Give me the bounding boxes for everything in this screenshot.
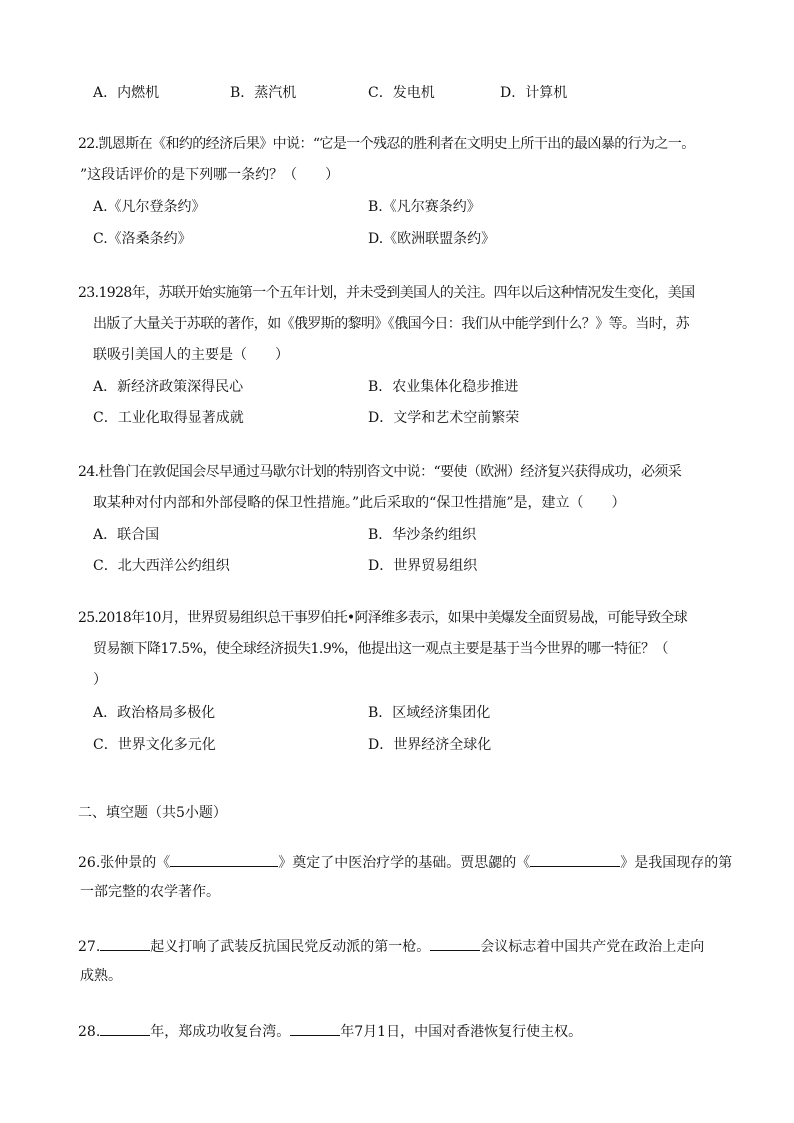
q21-option-d: D．计算机 (500, 85, 568, 101)
q24-stem-line1: 24.杜鲁门在敦促国会尽早通过马歇尔计划的特别咨文中说：“要使（欧洲）经济复兴获得成功，必须采 (78, 464, 682, 480)
q25-stem-line3: ） (93, 672, 107, 688)
q25-option-c: C．世界文化多元化 (93, 737, 216, 753)
q28-text-3: 年7月1日，中国对香港恢复行使主权。 (340, 1024, 583, 1040)
q23-option-d: D．文学和艺术空前繁荣 (368, 410, 520, 426)
q27-stem-line2: 成熟。 (80, 968, 122, 984)
q25-stem-line1: 25.2018年10月，世界贸易组织总干事罗伯托•阿泽维多表示，如果中美爆发全面贸易战，可能导致全球 (78, 610, 687, 626)
q26-text-3: 》是我国现存的第 (620, 855, 733, 871)
q22-option-c: C.《洛桑条约》 (93, 231, 192, 247)
q23-stem-line2: 出版了大量关于苏联的著作，如《俄罗斯的黎明》《俄国今日：我们从中能学到什么？》等。当时，苏 (93, 316, 689, 332)
q22-option-a: A.《凡尔登条约》 (93, 199, 206, 215)
q23-stem-line1: 23.1928年，苏联开始实施第一个五年计划，并未受到美国人的关注。四年以后这种情况发生变化，美国 (78, 285, 695, 301)
q27-blank-2[interactable] (430, 935, 480, 951)
q27-blank-1[interactable] (100, 935, 150, 951)
q23-option-b: B．农业集体化稳步推进 (368, 379, 519, 395)
q28-blank-1[interactable] (100, 1020, 150, 1036)
q24-option-d: D．世界贸易组织 (368, 558, 478, 574)
q28-text-1: 28. (78, 1024, 101, 1040)
q24-option-b: B．华沙条约组织 (368, 527, 477, 543)
q25-option-b: B．区域经济集团化 (368, 705, 491, 721)
q28-blank-2[interactable] (290, 1020, 340, 1036)
q28-text-2: 年，郑成功收复台湾。 (150, 1024, 291, 1040)
q26-text-1: 26.张仲景的《 (78, 855, 171, 871)
q21-option-a: A．内燃机 (93, 85, 160, 101)
q23-stem-line3: 联吸引美国人的主要是（ ） (93, 347, 289, 363)
q22-option-b: B.《凡尔赛条约》 (368, 199, 481, 215)
q26-stem-line2: 一部完整的农学著作。 (80, 884, 220, 900)
q23-option-a: A．新经济政策深得民心 (93, 379, 244, 395)
q25-option-a: A．政治格局多极化 (93, 705, 216, 721)
q21-option-b: B．蒸汽机 (230, 85, 297, 101)
q21-option-c: C．发电机 (368, 85, 435, 101)
q26-text-2: 》奠定了中医治疗学的基础。贾思勰的《 (278, 855, 531, 871)
q27-text-3: 会议标志着中国共产党在政治上走向 (480, 939, 705, 955)
q24-stem-line2: 取某种对付内部和外部侵略的保卫性措施。”此后采取的“保卫性措施”是，建立（ ） (93, 495, 626, 511)
q25-option-d: D．世界经济全球化 (368, 737, 492, 753)
q22-option-d: D.《欧洲联盟条约》 (368, 231, 496, 247)
q22-stem-line2: ”这段话评价的是下列哪一条约？（ ） (80, 167, 340, 183)
q24-option-a: A．联合国 (93, 527, 160, 543)
q24-option-c: C．北大西洋公约组织 (93, 558, 230, 574)
q23-option-c: C．工业化取得显著成就 (93, 410, 244, 426)
q27-text-1: 27. (78, 939, 101, 955)
q26-stem-line1 (78, 851, 732, 873)
q28-stem-line1 (78, 1020, 582, 1042)
q22-stem-line1: 22.凯恩斯在《和约的经济后果》中说：“它是一个残忍的胜利者在文明史上所干出的最凶暴的行为之一。 (78, 136, 695, 152)
q26-blank-1[interactable] (170, 851, 278, 867)
q27-stem-line1 (78, 935, 704, 957)
q26-blank-2[interactable] (530, 851, 620, 867)
q27-text-2: 起义打响了武装反抗国民党反动派的第一枪。 (150, 939, 431, 955)
section-heading-fill-in: 二、填空题（共5小题） (78, 805, 227, 821)
q25-stem-line2: 贸易额下降17.5%，使全球经济损失1.9%，他提出这一观点主要是基于当今世界的哪一特征？（ (93, 641, 669, 657)
